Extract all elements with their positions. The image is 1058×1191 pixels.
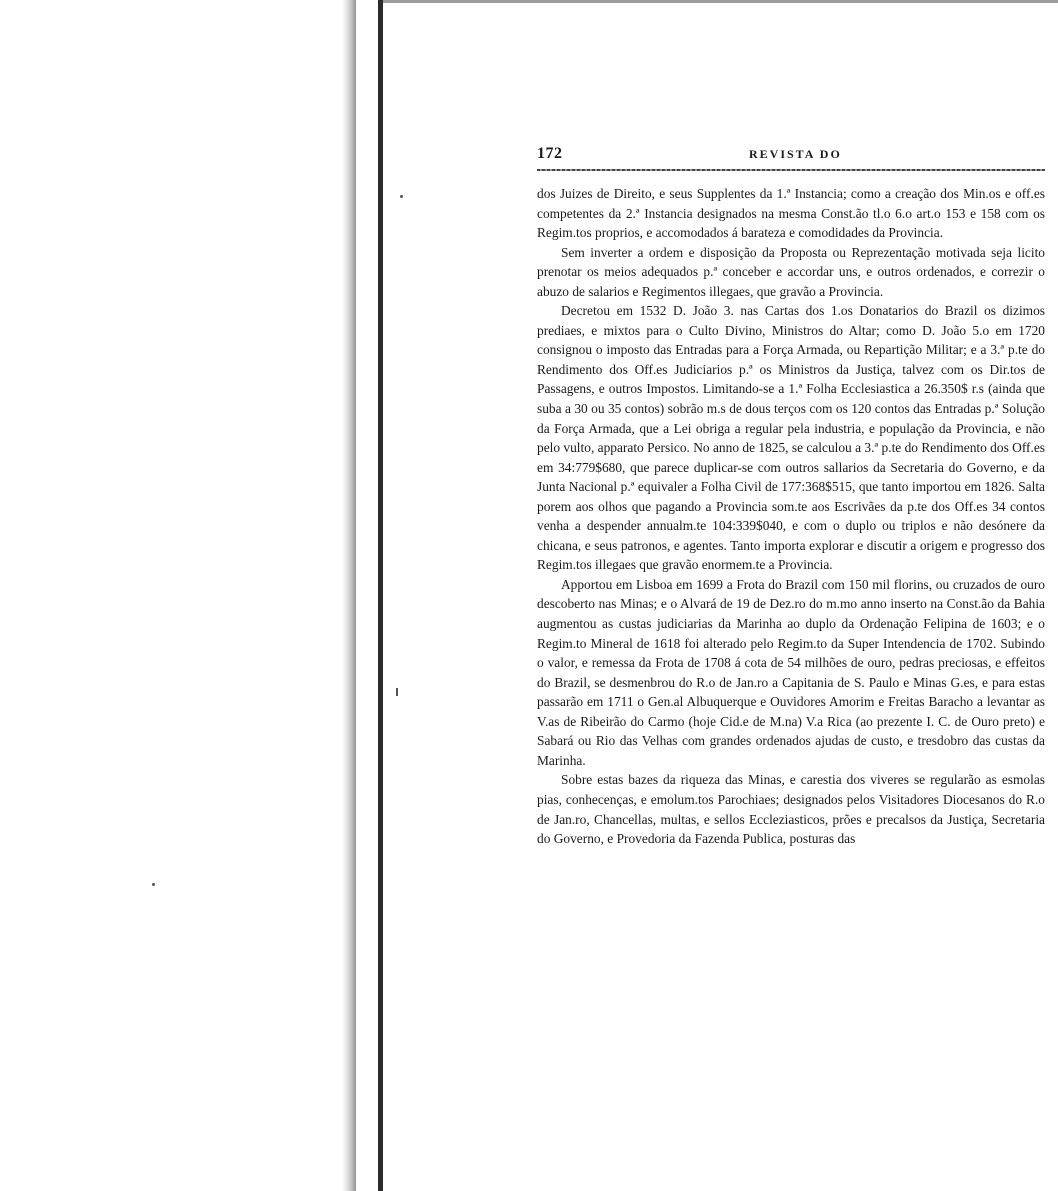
running-title: REVISTA DO — [749, 147, 842, 161]
paragraph-continuation: dos Juizes de Direito, e seus Supplentes da 1.ª Instancia; como a creação dos Min.os e off.es competentes da 2.ª Instancia designados na mesma Const.ão tl.o 6.o art.o 153 e 158 com os Regim.tos proprios, e accomodados á barateza e comodidades da Provincia. — [537, 186, 1045, 241]
paragraph: Sem inverter a ordem e disposição da Proposta ou Reprezentação motivada seja licito prenotar os meios adequados p.ª conceber e accordar uns, e outros ordenados, e correzir o abuzo de salarios e Regimentos illegaes, que gravão a Provincia. — [537, 244, 1045, 299]
paragraph: Decretou em 1532 D. João 3. nas Cartas dos 1.os Donatarios do Brazil os dizimos prediaes, e mixtos para o Culto Divino, Ministros do Altar; como D. João 5.o em 1720 consignou o imposto das Entradas para a Força Armada, ou Repartição Militar; e a 3.ª p.te do Rendimento dos Off.es Judiciarios p.ª os Ministros da Justiça, talvez com os Dir.tos de Passagens, e outros Impostos. Limitando-se a 1.ª Folha Ecclesiastica a 26.350$ r.s (ainda que suba a 30 ou 35 contos) sobrão m.s de dous terços com os 120 contos das Entradas p.ª Solução da Força Armada, que a Lei obriga a regular pela industria, e população da Provincia, e não pelo vulto, apparato Persico. No anno de 1825, se calculou a 3.ª p.te do Rendimento dos Off.es em 34:779$680, que parece duplicar-se com outros sallarios da Secretaria do Governo, e da Junta Nacional p.ª equivaler a Folha Civil de 177:368$515, que tanto importou em 1826. Salta porem aos olhos que pagando a Provincia som.te aos Escrivães da p.te dos Off.es 34 contos venha a despender annualm.te 104:339$040, e com o duplo ou triplos e não desónere da chicana, e seus patronos, e agentes. Tanto importa explorar e discutir a origem e progresso dos Regim.tos illegaes que gravão enormem.te a Provincia. — [537, 303, 1045, 573]
scan-speck — [400, 195, 403, 198]
header-rule — [537, 169, 1045, 171]
page-header — [537, 145, 1047, 165]
page-top-edge — [383, 0, 1058, 3]
paragraph: Apportou em Lisboa em 1699 a Frota do Brazil com 150 mil florins, ou cruzados de ouro descoberto nas Minas; e o Alvará de 19 de Dez.ro do m.mo anno inserto na Const.ão da Bahia augmentou as custas judiciarias da Marinha ao duplo da Ordenação Felipina de 1603; e o Regim.to Mineral de 1618 foi alterado pelo Regim.to da Super Intendencia de 1702. Subindo o valor, e remessa da Frota de 1708 á cota de 54 milhões de ouro, pedras preciosas, e effeitos do Brazil, se desmenbrou do R.o de Jan.ro a Capitania de S. Paulo e Minas G.es, e para estas passarão em 1711 o Gen.al Albuquerque e Ouvidores Amorim e Freitas Baracho a levantar as V.as de Ribeirão do Carmo (hoje Cid.e de M.na) V.a Rica (ao prezente I. C. de Ouro preto) e Sabará ou Rio das Velhas com grandes ordenados ajudas de custo, e tresdobro das custas da Marinha. — [537, 576, 1045, 768]
scan-speck — [396, 688, 398, 696]
scan-speck — [152, 883, 155, 886]
binding-shadow — [342, 0, 356, 1191]
page-number: 172 — [537, 145, 563, 162]
page-edge-line — [378, 0, 383, 1191]
paragraph: Sobre estas bazes da riqueza das Minas, e carestia dos viveres se regularão as esmolas pias, conhecenças, e emolum.tos Parochiaes; designados pelos Visitadores Diocesanos do R.o de Jan.ro, Chancellas, multas, e sellos Eccleziasticos, prões e precalsos da Justiça, Secretaria do Governo, e Provedoria da Fazenda Publica, posturas das — [537, 772, 1045, 847]
body-text — [537, 184, 1045, 849]
